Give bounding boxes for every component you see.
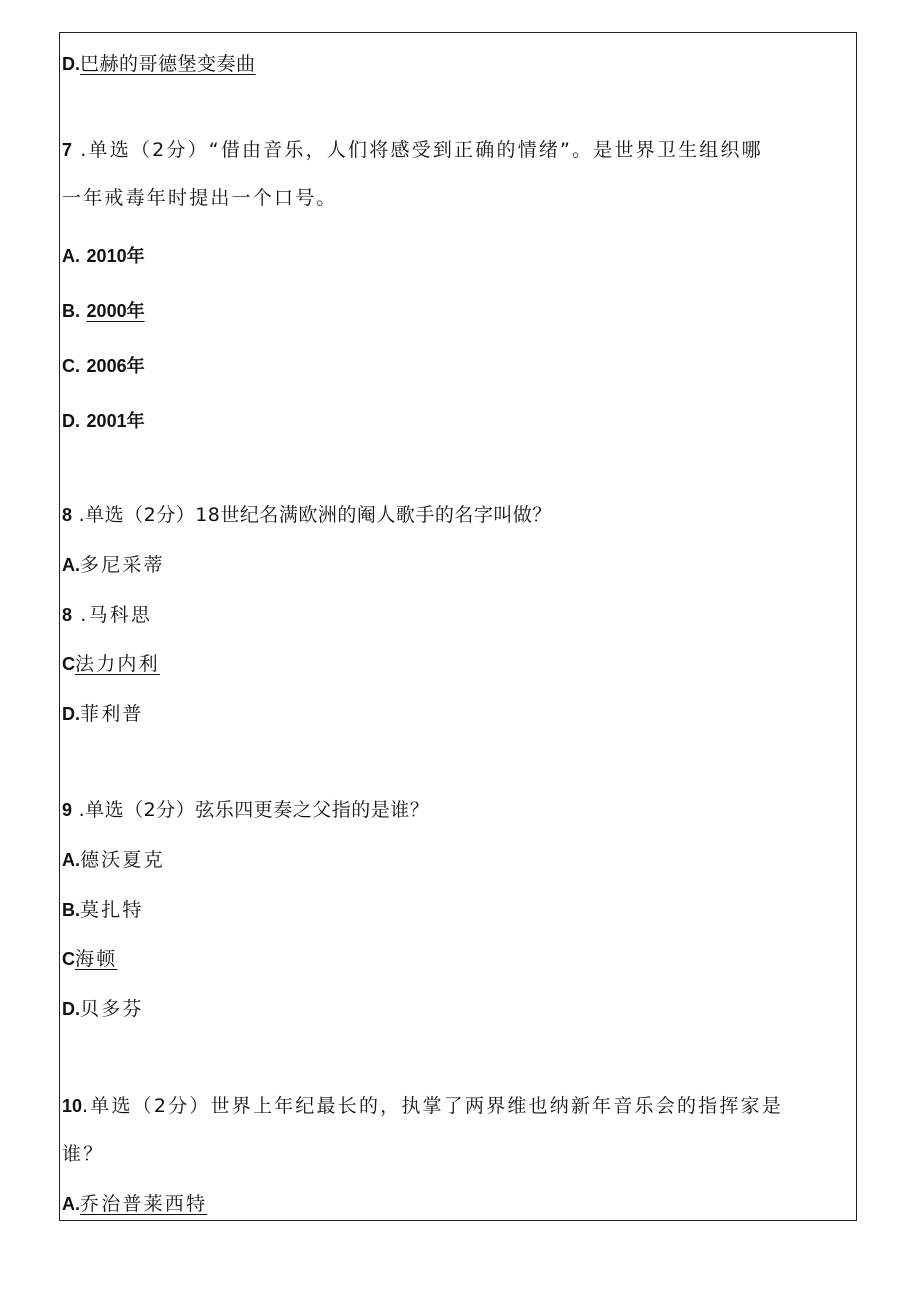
- option-text-answer: 法力内利: [75, 653, 160, 675]
- option-a-q8: [62, 553, 165, 577]
- option-a-q10: [62, 1192, 207, 1216]
- question-text: .单选（2分）弦乐四更奏之父指的是谁？: [78, 799, 430, 821]
- option-b-q8: [62, 603, 152, 627]
- option-d-q6: [62, 52, 256, 76]
- question-text: .单选（2分）“借由音乐，人们将感受到正确的情绪”。是世界卫生组织哪: [80, 139, 763, 161]
- question-text: .单选（2分）世界上年纪最长的，执掌了两界维也纳新年音乐会的指挥家是: [82, 1095, 783, 1117]
- option-text: 2010年: [86, 246, 145, 266]
- option-label: C.: [62, 356, 80, 376]
- option-text: .马科思: [80, 604, 153, 626]
- option-d-q9: [62, 997, 144, 1021]
- option-b-q9: [62, 898, 144, 922]
- question-10-continued: [62, 1142, 104, 1166]
- option-label: D.: [62, 411, 80, 431]
- question-number: 8: [62, 505, 73, 525]
- option-label: A.: [62, 1194, 80, 1214]
- option-text-answer: 2000年: [86, 301, 145, 321]
- option-label: A.: [62, 555, 80, 575]
- question-8: [62, 503, 552, 527]
- option-d-q7: [62, 409, 145, 433]
- option-text-answer: 乔治普莱西特: [80, 1193, 208, 1215]
- option-label: D.: [62, 54, 80, 74]
- option-text: 德沃夏克: [80, 849, 165, 871]
- option-label: D.: [62, 999, 80, 1019]
- option-a-q7: [62, 244, 145, 268]
- option-label: 8: [62, 605, 73, 625]
- question-7-continued: [62, 186, 338, 210]
- option-label: C: [62, 654, 75, 674]
- option-a-q9: [62, 848, 165, 872]
- option-c-q9: [62, 947, 117, 971]
- question-7: [62, 138, 763, 162]
- option-label: B.: [62, 301, 80, 321]
- option-label: B.: [62, 900, 80, 920]
- option-text: 贝多芬: [80, 998, 144, 1020]
- question-number: 10: [62, 1096, 83, 1116]
- option-label: D.: [62, 704, 80, 724]
- option-label: A.: [62, 246, 80, 266]
- question-text-continued: 一年戒毒年时提出一个口号。: [62, 187, 338, 209]
- option-label: A.: [62, 850, 80, 870]
- option-b-q7: [62, 299, 145, 323]
- option-c-q8: [62, 652, 160, 676]
- option-c-q7: [62, 354, 145, 378]
- option-text: 菲利普: [80, 703, 144, 725]
- question-10: [62, 1094, 783, 1118]
- option-text: 莫扎特: [80, 899, 144, 921]
- question-9: [62, 798, 429, 822]
- question-number: 9: [62, 800, 73, 820]
- option-d-q8: [62, 702, 144, 726]
- option-text: 多尼采蒂: [80, 554, 165, 576]
- option-text-answer: 海顿: [75, 948, 118, 970]
- question-text-continued: 谁？: [62, 1143, 105, 1165]
- document-frame: [59, 32, 857, 1221]
- option-label: C: [62, 949, 75, 969]
- question-number: 7: [62, 140, 73, 160]
- question-text: .单选（2分）18世纪名满欧洲的阉人歌手的名字叫做？: [78, 504, 552, 526]
- option-text: 2001年: [86, 411, 145, 431]
- option-text-answer: 巴赫的哥德堡变奏曲: [80, 53, 256, 75]
- option-text: 2006年: [86, 356, 145, 376]
